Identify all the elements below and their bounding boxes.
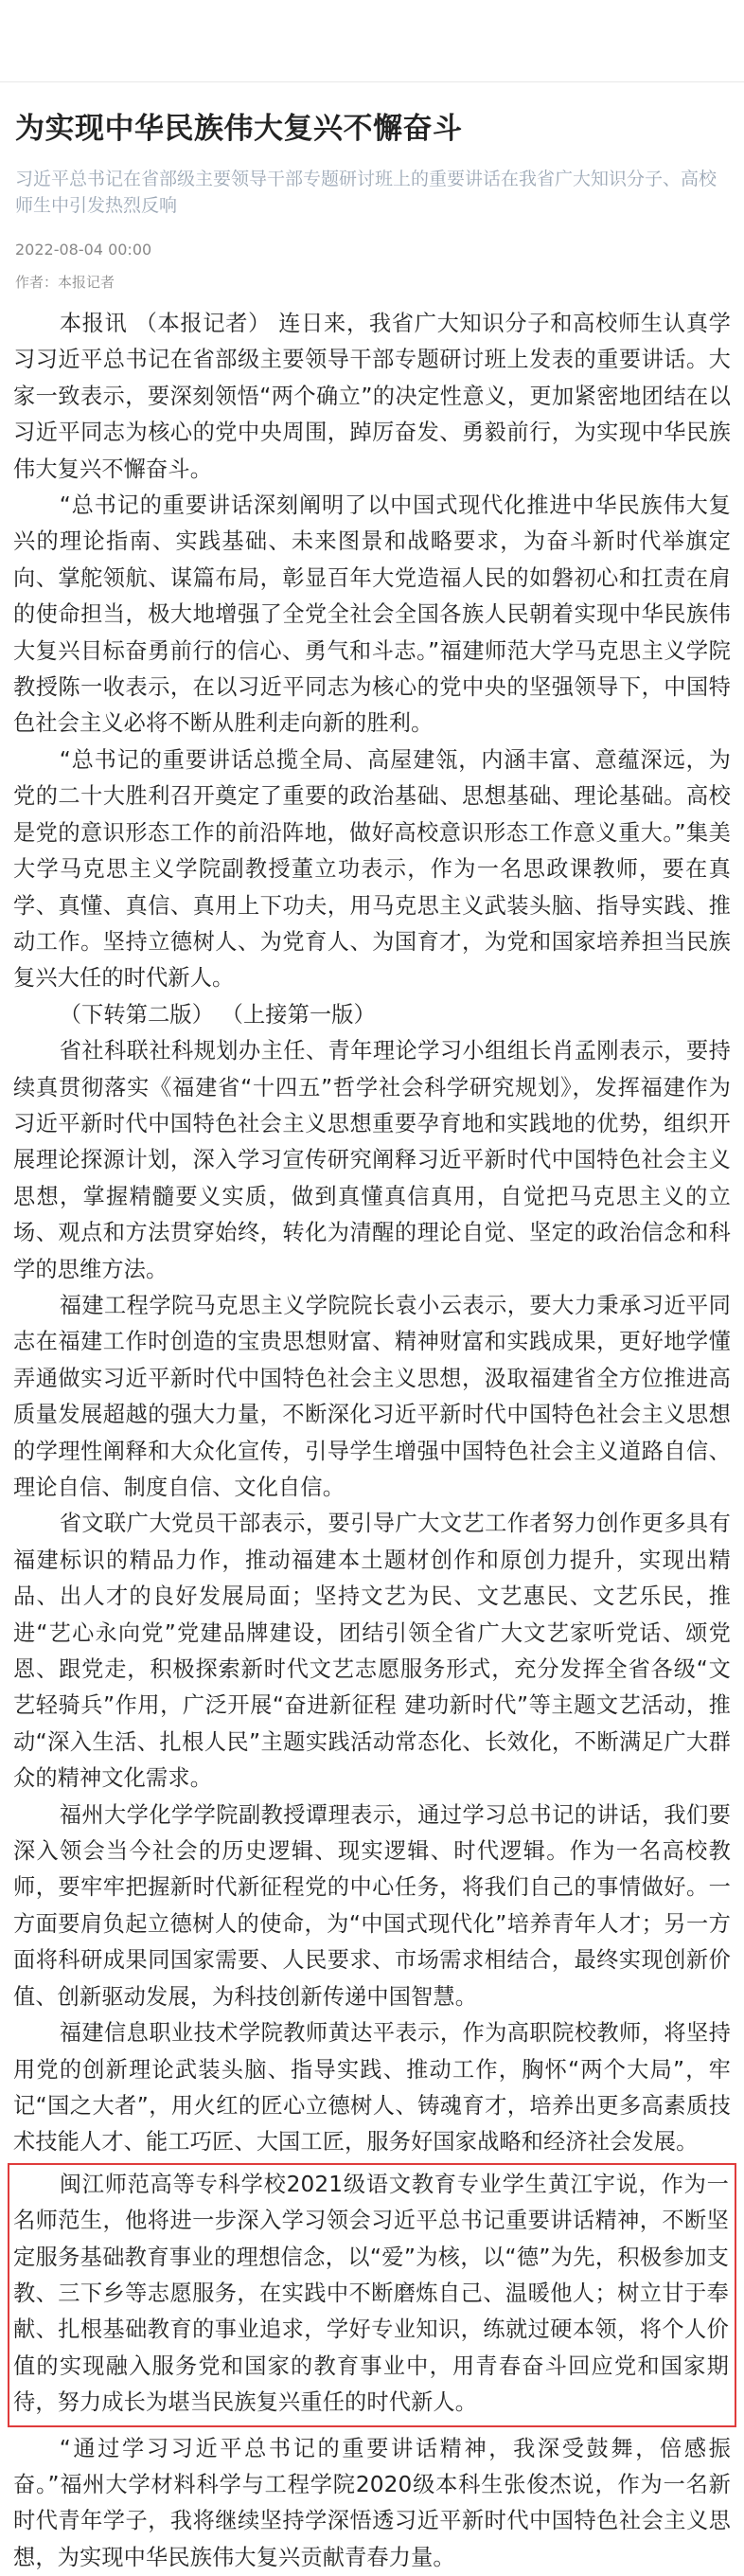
article-container	[0, 109, 744, 2576]
article-title: 为实现中华民族伟大复兴不懈奋斗	[15, 112, 463, 146]
paragraph: “总书记的重要讲话深刻阐明了以中国式现代化推进中华民族伟大复兴的理论指南、实践基础、未来图景和战略要求，为奋斗新时代举旗定向、掌舵领航、谋篇布局，彰显百年大党造福人民的如磐初心和扛责在肩的使命担当，极大地增强了全党全社会全国各族人民朝着实现中华民族伟大复兴目标奋勇前行的信心、勇气和斗志。”福建师范大学马克思主义学院教授陈一收表示，在以习近平同志为核心的党中央的坚强领导下，中国特色社会主义必将不断从胜利走向新的胜利。	[13, 492, 731, 737]
continuation-note: （下转第二版） （上接第一版）	[59, 1001, 376, 1028]
publish-date: 2022-08-04 00:00	[15, 241, 152, 259]
paragraph: 福州大学化学学院副教授谭理表示，通过学习总书记的讲话，我们要深入领会当今社会的历史逻辑、现实逻辑、时代逻辑。作为一名高校教师，要牢牢把握新时代新征程党的中心任务，将我们自己的事情做好。一方面要肩负起立德树人的使命，为“中国式现代化”培养青年人才；另一方面将科研成果同国家需要、人民要求、市场需求相结合，最终实现创新价值、创新驱动发展，为科技创新传递中国智慧。	[13, 1801, 731, 2010]
paragraph: 本报讯 （本报记者） 连日来，我省广大知识分子和高校师生认真学习习近平总书记在省部级主要领导干部专题研讨班上发表的重要讲话。大家一致表示，要深刻领悟“两个确立”的决定性意义，更加紧密地团结在以习近平同志为核心的党中央周围，踔厉奋发、勇毅前行，为实现中华民族伟大复兴不懈奋斗。	[13, 311, 731, 482]
article-subtitle: 习近平总书记在省部级主要领导干部专题研讨班上的重要讲话在我省广大知识分子、高校师生中引发热烈反响	[15, 169, 717, 216]
paragraph: “通过学习习近平总书记的重要讲话精神，我深受鼓舞，倍感振奋。”福州大学材料科学与工程学院2020级本科生张俊杰说，作为一名新时代青年学子，我将继续坚持学深悟透习近平新时代中国特色社会主义思想，为实现中华民族伟大复兴贡献青春力量。	[13, 2435, 731, 2570]
paragraph: 福建工程学院马克思主义学院院长袁小云表示，要大力秉承习近平同志在福建工作时创造的宝贵思想财富、精神财富和实践成果，更好地学懂弄通做实习近平新时代中国特色社会主义思想，汲取福建省全方位推进高质量发展超越的强大力量，不断深化习近平新时代中国特色社会主义思想的学理性阐释和大众化宣传，引导学生增强中国特色社会主义道路自信、理论自信、制度自信、文化自信。	[13, 1292, 731, 1500]
author-line: 作者：本报记者	[15, 274, 115, 291]
paragraph: 省社科联社科规划办主任、青年理论学习小组组长肖孟刚表示，要持续真贯彻落实《福建省“十四五”哲学社会科学研究规划》，发挥福建作为习近平新时代中国特色社会主义思想重要孕育地和实践地的优势，组织开展理论探源计划，深入学习宣传研究阐释习近平新时代中国特色社会主义思想，掌握精髓要义实质，做到真懂真信真用，自觉把马克思主义的立场、观点和方法贯穿始终，转化为清醒的理论自觉、坚定的政治信念和科学的思维方法。	[13, 1038, 731, 1282]
paragraph: “总书记的重要讲话总揽全局、高屋建瓴，内涵丰富、意蕴深远，为党的二十大胜利召开奠定了重要的政治基础、思想基础、理论基础。高校是党的意识形态工作的前沿阵地，做好高校意识形态工作意义重大。”集美大学马克思主义学院副教授董立功表示，作为一名思政课教师，要在真学、真懂、真信、真用上下功夫，用马克思主义武装头脑、指导实践、推动工作。坚持立德树人、为党育人、为国育才，为党和国家培养担当民族复兴大任的时代新人。	[13, 746, 731, 992]
top-bar	[0, 0, 744, 82]
highlighted-paragraph: 闽江师范高等专科学校2021级语文教育专业学生黄江宇说，作为一名师范生，他将进一步深入学习领会习近平总书记重要讲话精神，不断坚定服务基础教育事业的理想信念，以“爱”为核，以“德”为先，积极参加支教、三下乡等志愿服务，在实践中不断磨炼自己、温暖他人；树立甘于奉献、扎根基础教育的事业追求，学好专业知识，练就过硬本领，将个人价值的实现融入服务党和国家的教育事业中，用青春奋斗回应党和国家期待，努力成长为堪当民族复兴重任的时代新人。	[8, 2163, 736, 2427]
paragraph: 福建信息职业技术学院教师黄达平表示，作为高职院校教师，将坚持用党的创新理论武装头脑、指导实践、推动工作，胸怀“两个大局”，牢记“国之大者”，用火红的匠心立德树人、铸魂育才，培养出更多高素质技术技能人才、能工巧匠、大国工匠，服务好国家战略和经济社会发展。	[13, 2020, 731, 2156]
paragraph: 省文联广大党员干部表示，要引导广大文艺工作者努力创作更多具有福建标识的精品力作，推动福建本土题材创作和原创力提升，实现出精品、出人才的良好发展局面；坚持文艺为民、文艺惠民、文艺乐民，推进“艺心永向党”党建品牌建设，团结引领全省广大文艺家听党话、颂党恩、跟党走，积极探索新时代文艺志愿服务形式，充分发挥全省各级“文艺轻骑兵”作用，广泛开展“奋进新征程 建功新时代”等主题文艺活动，推动“深入生活、扎根人民”主题实践活动常态化、长效化，不断满足广大群众的精神文化需求。	[13, 1511, 731, 1792]
article-body	[13, 306, 731, 2576]
